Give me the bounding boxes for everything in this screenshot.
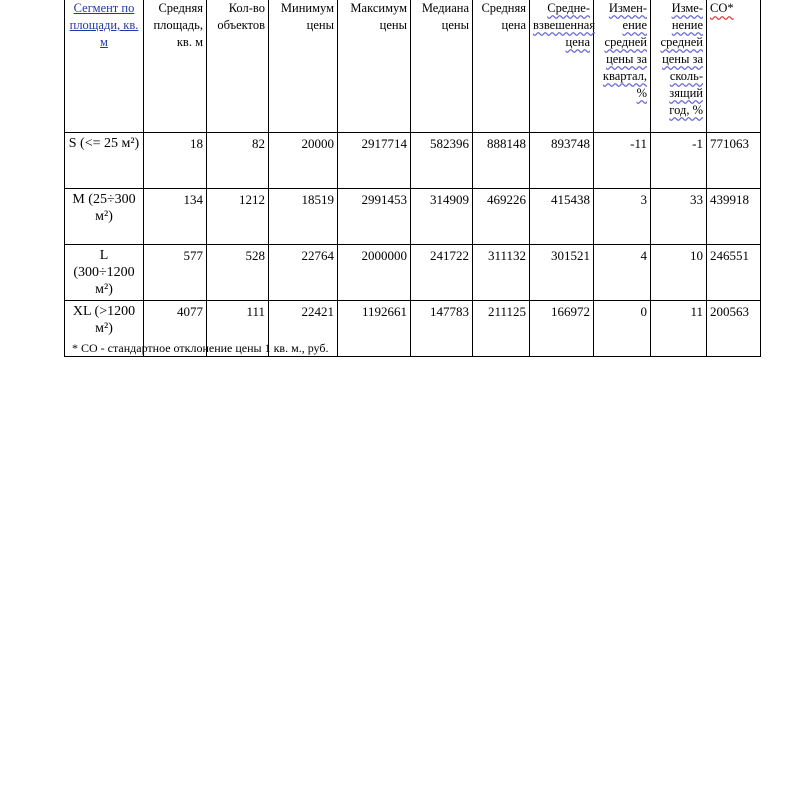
header-segment[interactable]: Сегмент по площади, кв. м — [65, 0, 144, 133]
header-year-change: Изме-нение средней цены за сколь-зящий год, % — [651, 0, 707, 133]
cell: 2000000 — [338, 245, 411, 301]
cell: 311132 — [473, 245, 530, 301]
cell: 1212 — [207, 189, 269, 245]
cell: 415438 — [530, 189, 594, 245]
cell: 211125 — [473, 301, 530, 357]
header-min-price: Минимум цены — [269, 0, 338, 133]
cell: 20000 — [269, 133, 338, 189]
cell: 147783 — [411, 301, 473, 357]
cell: -1 — [651, 133, 707, 189]
table-row — [65, 189, 761, 245]
cell: 111 — [207, 301, 269, 357]
cell: 246551 — [707, 245, 761, 301]
cell: 3 — [594, 189, 651, 245]
header-quarter-change: Измен-ение средней цены за квартал, % — [594, 0, 651, 133]
cell: 22421 — [269, 301, 338, 357]
table-row — [65, 245, 761, 301]
cell: 314909 — [411, 189, 473, 245]
cell: 166972 — [530, 301, 594, 357]
cell: 2917714 — [338, 133, 411, 189]
cell: 134 — [144, 189, 207, 245]
price-statistics-table — [64, 0, 761, 357]
cell: 582396 — [411, 133, 473, 189]
cell: 33 — [651, 189, 707, 245]
cell: 0 — [594, 301, 651, 357]
cell: 11 — [651, 301, 707, 357]
cell: 18519 — [269, 189, 338, 245]
segment-cell: S (<= 25 м²) — [65, 133, 144, 189]
cell: 82 — [207, 133, 269, 189]
footnote: * СО - стандартное отклонение цены 1 кв. м., руб. — [72, 341, 329, 355]
cell: 10 — [651, 245, 707, 301]
table-row — [65, 133, 761, 189]
header-max-price: Максимум цены — [338, 0, 411, 133]
segment-cell: M (25÷300 м²) — [65, 189, 144, 245]
cell: 2991453 — [338, 189, 411, 245]
cell: 1192661 — [338, 301, 411, 357]
header-median-price: Медиана цены — [411, 0, 473, 133]
cell: 771063 — [707, 133, 761, 189]
cell: 439918 — [707, 189, 761, 245]
cell: 528 — [207, 245, 269, 301]
header-std-dev: СО* — [707, 0, 761, 133]
cell: 22764 — [269, 245, 338, 301]
header-avg-area: Средняя площадь, кв. м — [144, 0, 207, 133]
header-count: Кол-во объектов — [207, 0, 269, 133]
cell: 301521 — [530, 245, 594, 301]
cell: 888148 — [473, 133, 530, 189]
cell: 18 — [144, 133, 207, 189]
header-weighted-price: Средне-взвешенная цена — [530, 0, 594, 133]
header-avg-price: Средняя цена — [473, 0, 530, 133]
cell: 200563 — [707, 301, 761, 357]
cell: 577 — [144, 245, 207, 301]
cell: 893748 — [530, 133, 594, 189]
cell: 241722 — [411, 245, 473, 301]
cell: -11 — [594, 133, 651, 189]
header-row — [65, 0, 761, 133]
cell: 469226 — [473, 189, 530, 245]
segment-cell: L (300÷1200 м²) — [65, 245, 144, 301]
cell: 4 — [594, 245, 651, 301]
cell: 4077 — [144, 301, 207, 357]
segment-cell: XL (>1200 м²) — [65, 301, 144, 357]
